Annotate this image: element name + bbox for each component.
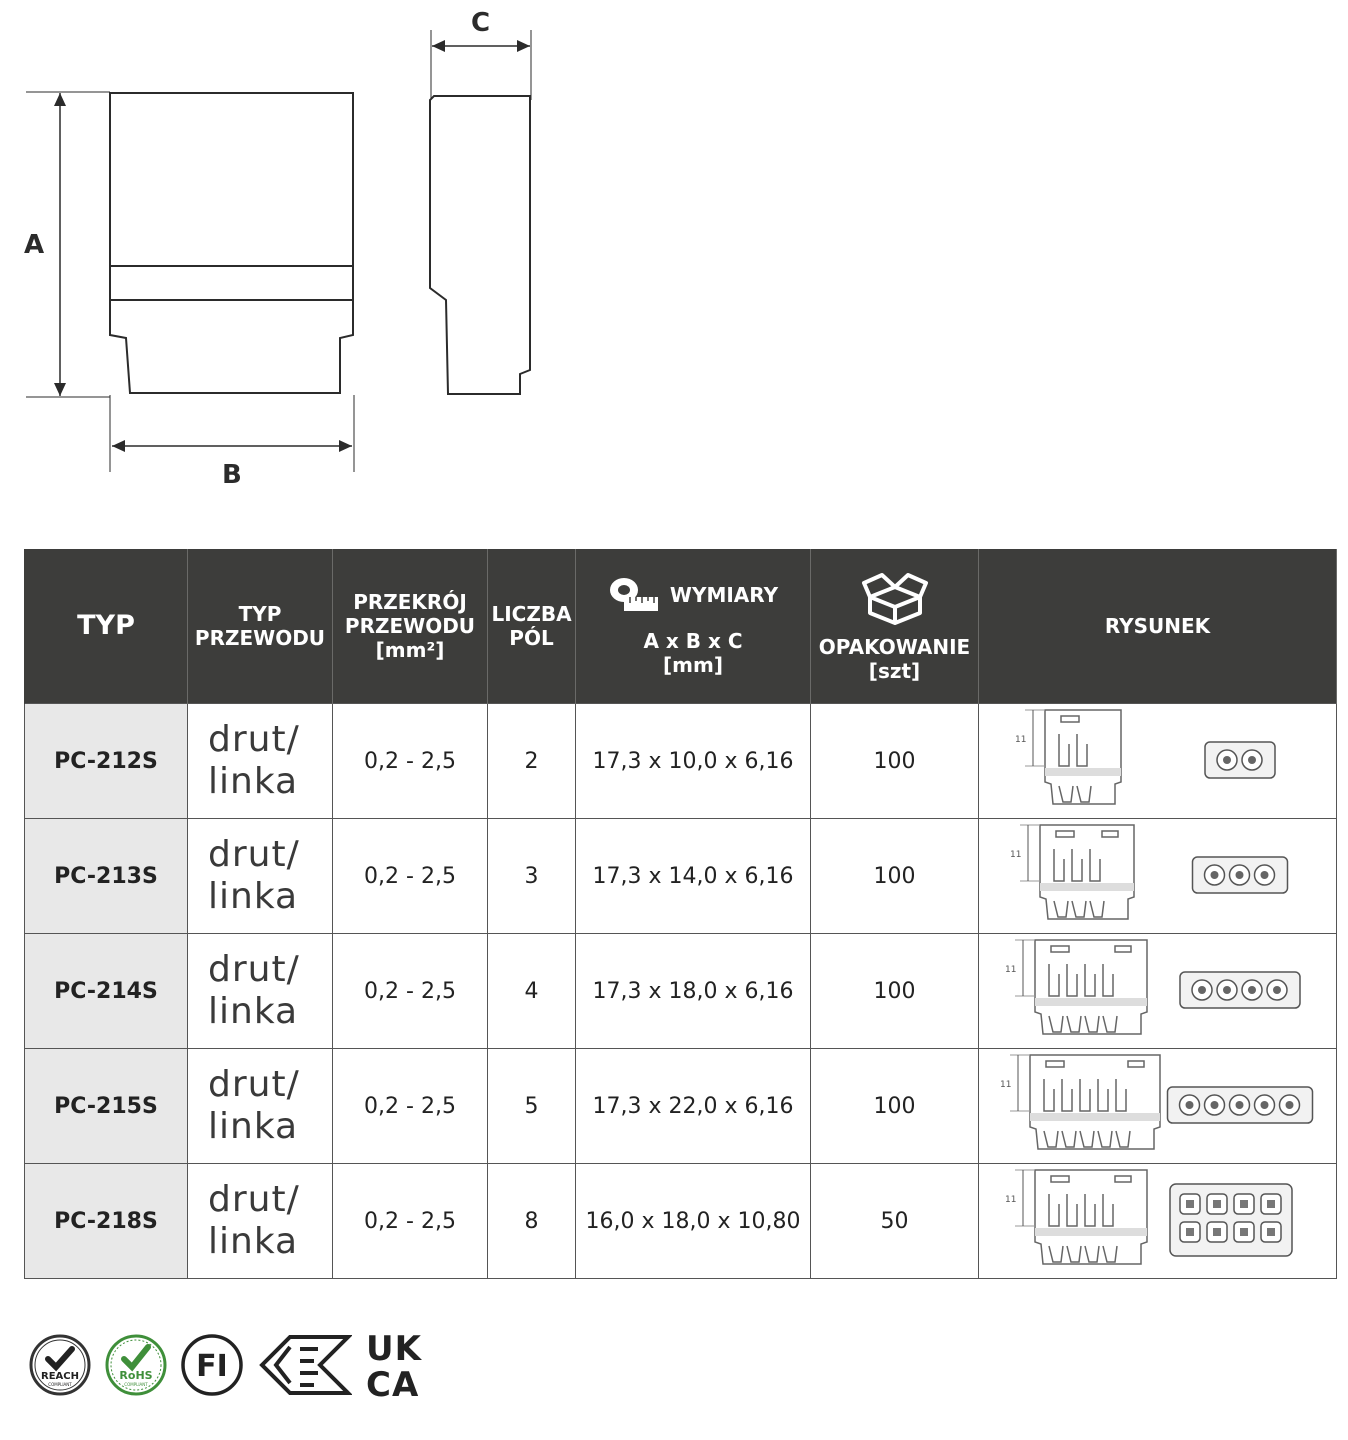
wire-type-line: linka: [208, 1106, 299, 1147]
measuring-tape-icon: [608, 575, 660, 615]
model-cell: PC-218S: [25, 1164, 188, 1279]
header-wymiary: WYMIARY A x B x C [mm]: [576, 549, 811, 704]
wire-type-line: linka: [208, 876, 299, 917]
connector-drawing: [980, 934, 1336, 1042]
enec-logo-icon: [256, 1333, 352, 1397]
wire-type-cell: [188, 819, 333, 934]
svg-text:REACH: REACH: [41, 1371, 79, 1382]
header-wymiary-title: WYMIARY: [669, 583, 779, 607]
spec-table: [24, 549, 1337, 1279]
drawing-dimension-label: 11: [1009, 850, 1021, 860]
dimension-label-a: A: [24, 230, 45, 260]
dimensions-cell: 17,3 x 10,0 x 6,16: [576, 704, 811, 819]
package-cell: 100: [811, 934, 979, 1049]
wire-type-line: linka: [208, 1221, 299, 1262]
dimension-drawing: [0, 0, 600, 500]
dimension-label-b: B: [222, 460, 242, 490]
wire-type-line: drut/: [208, 949, 300, 990]
cross-section-cell: 0,2 - 2,5: [333, 704, 488, 819]
cross-section-cell: 0,2 - 2,5: [333, 1164, 488, 1279]
connector-drawing-cell: [979, 1049, 1337, 1164]
cross-section-cell: 0,2 - 2,5: [333, 819, 488, 934]
dimension-label-c: C: [471, 8, 491, 38]
poles-cell: 4: [488, 934, 576, 1049]
dimensions-cell: 16,0 x 18,0 x 10,80: [576, 1164, 811, 1279]
table-row: [25, 1049, 1337, 1164]
box-icon: [860, 569, 930, 625]
table-row: [25, 934, 1337, 1049]
poles-cell: 2: [488, 704, 576, 819]
cross-section-cell: 0,2 - 2,5: [333, 934, 488, 1049]
model-cell: PC-213S: [25, 819, 188, 934]
connector-drawing-cell: [979, 819, 1337, 934]
dimensions-cell: 17,3 x 18,0 x 6,16: [576, 934, 811, 1049]
connector-drawing: [980, 819, 1336, 927]
table-header-row: [25, 549, 1337, 704]
certification-logos: [28, 1330, 434, 1400]
wire-type-cell: [188, 934, 333, 1049]
svg-text:RoHS: RoHS: [119, 1369, 153, 1382]
wire-type-line: drut/: [208, 1064, 300, 1105]
connector-drawing-cell: [979, 934, 1337, 1049]
svg-text:FI: FI: [196, 1349, 228, 1384]
connector-drawing-cell: [979, 1164, 1337, 1279]
header-rysunek: RYSUNEK: [979, 549, 1337, 704]
drawing-dimension-label: 11: [1004, 965, 1016, 975]
poles-cell: 8: [488, 1164, 576, 1279]
drawing-dimension-label: 11: [1014, 735, 1026, 745]
svg-text:CA: CA: [366, 1365, 420, 1400]
wire-type-cell: [188, 704, 333, 819]
reach-logo-icon: [28, 1333, 92, 1397]
table-row: [25, 819, 1337, 934]
drawing-dimension-label: 11: [999, 1080, 1011, 1090]
connector-drawing-cell: [979, 704, 1337, 819]
wire-type-line: linka: [208, 991, 299, 1032]
package-cell: 100: [811, 819, 979, 934]
model-cell: PC-214S: [25, 934, 188, 1049]
header-przekroj: PRZEKRÓJ PRZEWODU [mm²]: [333, 549, 488, 704]
package-cell: 100: [811, 1049, 979, 1164]
wire-type-line: drut/: [208, 834, 300, 875]
drawing-dimension-label: 11: [1004, 1195, 1016, 1205]
wire-type-line: drut/: [208, 719, 300, 760]
connector-drawing: [980, 1049, 1336, 1157]
model-cell: PC-215S: [25, 1049, 188, 1164]
table-row: [25, 1164, 1337, 1279]
header-liczba-pol: LICZBA PÓL: [488, 549, 576, 704]
header-typ: TYP: [25, 549, 188, 704]
table-row: [25, 704, 1337, 819]
model-cell: PC-212S: [25, 704, 188, 819]
cross-section-cell: 0,2 - 2,5: [333, 1049, 488, 1164]
fi-logo-icon: [180, 1333, 244, 1397]
svg-text:COMPLIANT: COMPLIANT: [48, 1382, 72, 1387]
connector-drawing: [980, 704, 1336, 812]
package-cell: 50: [811, 1164, 979, 1279]
connector-drawing: [980, 1164, 1336, 1272]
ukca-logo-icon: [364, 1330, 434, 1400]
wire-type-cell: [188, 1164, 333, 1279]
rohs-logo-icon: [104, 1333, 168, 1397]
dimensions-cell: 17,3 x 22,0 x 6,16: [576, 1049, 811, 1164]
package-cell: 100: [811, 704, 979, 819]
wire-type-cell: [188, 1049, 333, 1164]
poles-cell: 5: [488, 1049, 576, 1164]
svg-text:UK: UK: [366, 1330, 422, 1369]
header-opakowanie: OPAKOWANIE [szt]: [811, 549, 979, 704]
wire-type-line: drut/: [208, 1179, 300, 1220]
wire-type-line: linka: [208, 761, 299, 802]
poles-cell: 3: [488, 819, 576, 934]
svg-text:COMPLIANT: COMPLIANT: [124, 1382, 148, 1387]
header-typ-przewodu: TYP PRZEWODU: [188, 549, 333, 704]
dimensions-cell: 17,3 x 14,0 x 6,16: [576, 819, 811, 934]
